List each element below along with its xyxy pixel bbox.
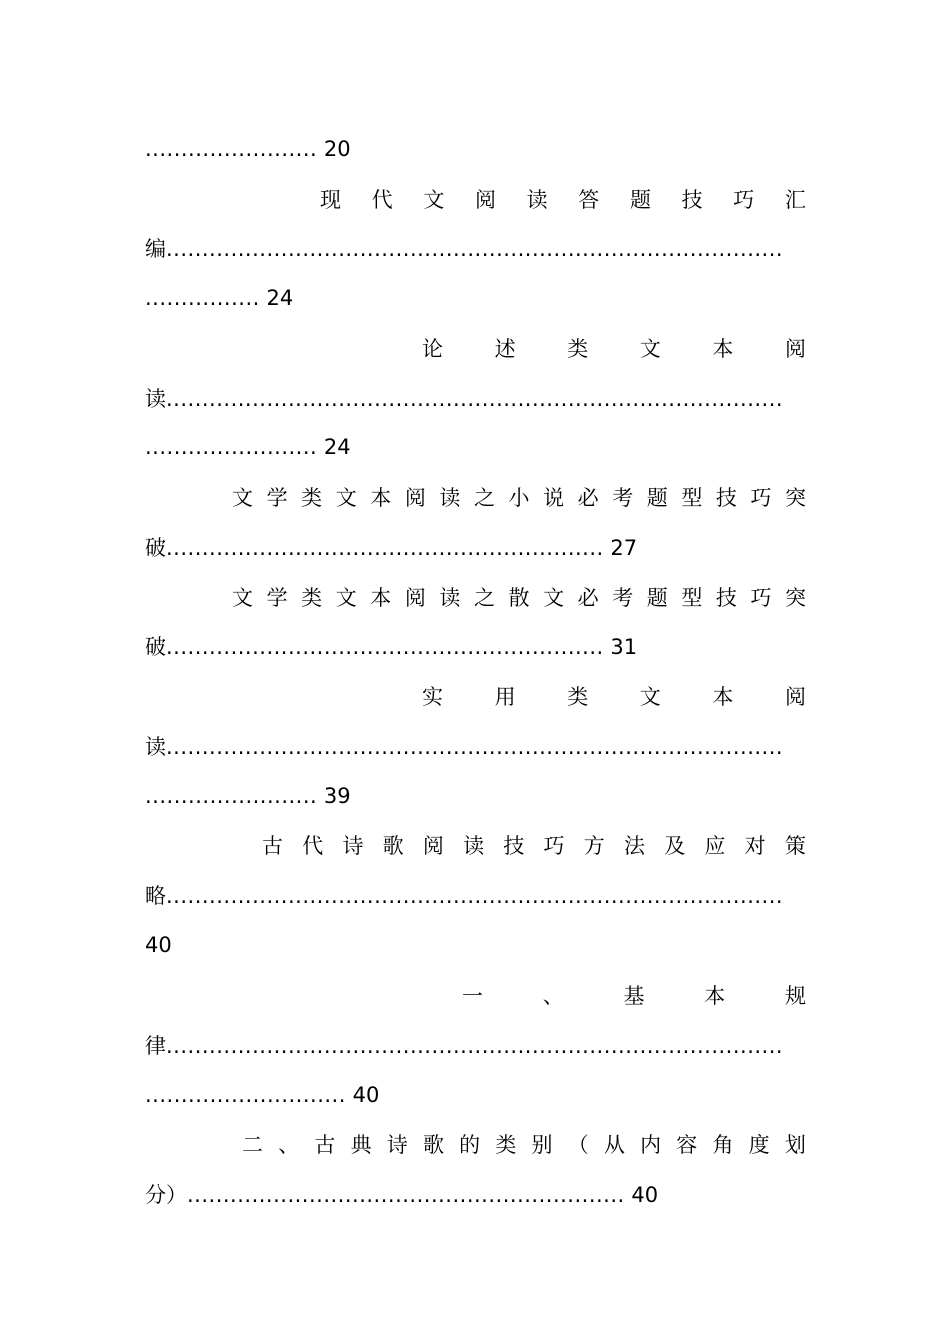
title-char: 应 bbox=[704, 834, 726, 858]
title-char: 类 bbox=[301, 486, 323, 510]
title-char: 本 bbox=[712, 337, 734, 361]
title-char: 本 bbox=[704, 984, 726, 1008]
toc-entry-title[interactable] bbox=[262, 826, 806, 866]
title-char: 本 bbox=[370, 486, 392, 510]
title-char: 阅 bbox=[474, 188, 496, 212]
title-char: 阅 bbox=[422, 834, 444, 858]
title-char: 阅 bbox=[784, 685, 806, 709]
dot-leader: ............................................................. bbox=[166, 635, 604, 659]
title-char: 突 bbox=[785, 586, 806, 610]
page-number: 40 bbox=[145, 933, 172, 957]
toc-entry-leader[interactable] bbox=[145, 229, 806, 269]
dot-leader: ...................................................................................... bbox=[166, 735, 784, 759]
title-char: 题 bbox=[629, 188, 651, 212]
title-tail: 读 bbox=[145, 735, 166, 759]
page-number: 40 bbox=[631, 1183, 659, 1207]
title-char: 划 bbox=[784, 1133, 806, 1157]
page-number: 40 bbox=[352, 1083, 380, 1107]
title-char: 阅 bbox=[404, 586, 426, 610]
page-number: 27 bbox=[610, 536, 638, 560]
toc-entry-page-line[interactable] bbox=[145, 925, 806, 965]
title-char: 文 bbox=[335, 486, 357, 510]
dot-leader: ...................................................................................... bbox=[166, 1034, 784, 1058]
title-char: 考 bbox=[612, 486, 634, 510]
toc-entry-continuation[interactable] bbox=[145, 129, 806, 169]
title-char: 策 bbox=[784, 834, 806, 858]
title-char: 角 bbox=[712, 1133, 734, 1157]
title-char: 用 bbox=[494, 685, 516, 709]
title-char: 现 bbox=[320, 188, 341, 212]
title-char: 、 bbox=[278, 1133, 300, 1157]
toc-entry-page-line[interactable] bbox=[145, 776, 806, 816]
title-char: 突 bbox=[785, 486, 806, 510]
toc-entry-leader[interactable] bbox=[145, 627, 806, 667]
dot-leader: ........................ bbox=[145, 435, 318, 459]
title-char: 文 bbox=[232, 586, 253, 610]
title-char: 歌 bbox=[382, 834, 404, 858]
title-char: 型 bbox=[681, 486, 703, 510]
title-char: 容 bbox=[676, 1133, 698, 1157]
title-char: 文 bbox=[639, 685, 661, 709]
title-char: 技 bbox=[681, 188, 703, 212]
title-char: 内 bbox=[640, 1133, 662, 1157]
title-char: 技 bbox=[503, 834, 525, 858]
title-char: 学 bbox=[266, 586, 288, 610]
title-char: 古 bbox=[262, 834, 283, 858]
title-char: 二 bbox=[242, 1133, 263, 1157]
title-char: 必 bbox=[577, 486, 599, 510]
title-char: 代 bbox=[302, 834, 324, 858]
toc-entry-title[interactable] bbox=[242, 1125, 806, 1165]
title-char: 歌 bbox=[422, 1133, 444, 1157]
title-char: 度 bbox=[748, 1133, 770, 1157]
dot-leader: ........................ bbox=[145, 784, 318, 808]
title-tail: 编 bbox=[145, 237, 166, 261]
toc-entry-leader[interactable] bbox=[145, 727, 806, 767]
dot-leader: ............................................................. bbox=[166, 536, 604, 560]
title-char: 巧 bbox=[733, 188, 755, 212]
title-char: 学 bbox=[266, 486, 288, 510]
title-char: 实 bbox=[422, 685, 443, 709]
title-char: 的 bbox=[459, 1133, 481, 1157]
title-char: 类 bbox=[567, 337, 589, 361]
title-char: 典 bbox=[350, 1133, 372, 1157]
title-tail: 破 bbox=[145, 536, 166, 560]
title-char: 散 bbox=[508, 586, 530, 610]
page-number: 31 bbox=[610, 635, 638, 659]
toc-entry-page-line[interactable] bbox=[145, 427, 806, 467]
title-char: 文 bbox=[335, 586, 357, 610]
title-tail: 破 bbox=[145, 635, 166, 659]
title-char: 诗 bbox=[342, 834, 364, 858]
toc-entry-title[interactable] bbox=[320, 180, 806, 220]
title-char: 规 bbox=[785, 984, 806, 1008]
title-char: 阅 bbox=[404, 486, 426, 510]
title-char: 技 bbox=[715, 486, 737, 510]
page-number: 24 bbox=[266, 286, 294, 310]
title-char: 从 bbox=[603, 1133, 625, 1157]
title-char: 技 bbox=[715, 586, 737, 610]
title-char: 答 bbox=[578, 188, 600, 212]
title-char: （ bbox=[567, 1133, 589, 1157]
dot-leader: ........................ bbox=[145, 137, 318, 161]
dot-leader: ...................................................................................... bbox=[166, 884, 784, 908]
title-char: 巧 bbox=[750, 586, 772, 610]
title-char: 读 bbox=[439, 486, 461, 510]
title-char: 文 bbox=[232, 486, 253, 510]
toc-entry-title[interactable] bbox=[422, 329, 806, 369]
title-char: 读 bbox=[463, 834, 485, 858]
title-char: 本 bbox=[370, 586, 392, 610]
title-char: 读 bbox=[526, 188, 548, 212]
title-char: 考 bbox=[612, 586, 634, 610]
title-char: 、 bbox=[542, 984, 564, 1008]
title-tail: 略 bbox=[145, 884, 166, 908]
toc-entry-leader[interactable] bbox=[145, 528, 806, 568]
title-char: 代 bbox=[371, 188, 393, 212]
title-char: 题 bbox=[646, 486, 668, 510]
title-char: 文 bbox=[423, 188, 445, 212]
title-char: 一 bbox=[462, 984, 483, 1008]
title-char: 别 bbox=[531, 1133, 553, 1157]
title-char: 巧 bbox=[543, 834, 565, 858]
title-char: 方 bbox=[583, 834, 605, 858]
title-char: 巧 bbox=[750, 486, 772, 510]
title-char: 基 bbox=[623, 984, 645, 1008]
title-char: 型 bbox=[681, 586, 703, 610]
title-char: 文 bbox=[639, 337, 661, 361]
toc-entry-leader[interactable] bbox=[145, 876, 806, 916]
dot-leader: ............................ bbox=[145, 1083, 346, 1107]
dot-leader: ...................................................................................... bbox=[166, 387, 784, 411]
toc-entry-title[interactable] bbox=[232, 578, 806, 618]
title-tail: 读 bbox=[145, 387, 166, 411]
page-number: 24 bbox=[323, 435, 351, 459]
title-char: 述 bbox=[494, 337, 516, 361]
title-char: 汇 bbox=[784, 188, 806, 212]
title-char: 古 bbox=[314, 1133, 336, 1157]
title-char: 本 bbox=[712, 685, 734, 709]
title-char: 类 bbox=[495, 1133, 517, 1157]
title-char: 类 bbox=[567, 685, 589, 709]
title-char: 对 bbox=[744, 834, 766, 858]
toc-entry-title[interactable] bbox=[462, 976, 806, 1016]
toc-entry-title[interactable] bbox=[422, 677, 806, 717]
toc-entry-page-line[interactable] bbox=[145, 1075, 806, 1115]
page-number: 20 bbox=[323, 137, 351, 161]
title-char: 论 bbox=[422, 337, 443, 361]
dot-leader: ...................................................................................... bbox=[166, 237, 784, 261]
title-char: 法 bbox=[623, 834, 645, 858]
title-char: 类 bbox=[301, 586, 323, 610]
toc-entry-title[interactable] bbox=[232, 478, 806, 518]
title-char: 之 bbox=[473, 586, 495, 610]
title-char: 之 bbox=[473, 486, 495, 510]
toc-entry-leader[interactable] bbox=[145, 379, 806, 419]
toc-entry-leader[interactable] bbox=[145, 1175, 806, 1215]
title-char: 阅 bbox=[784, 337, 806, 361]
title-tail: 分） bbox=[145, 1183, 187, 1207]
title-char: 必 bbox=[577, 586, 599, 610]
title-tail: 律 bbox=[145, 1034, 166, 1058]
toc-entry-leader[interactable] bbox=[145, 1026, 806, 1066]
title-char: 题 bbox=[646, 586, 668, 610]
title-char: 诗 bbox=[386, 1133, 408, 1157]
dot-leader: ............................................................. bbox=[187, 1183, 625, 1207]
title-char: 文 bbox=[543, 586, 565, 610]
title-char: 读 bbox=[439, 586, 461, 610]
page-number: 39 bbox=[323, 784, 351, 808]
dot-leader: ................ bbox=[145, 286, 260, 310]
title-char: 说 bbox=[543, 486, 565, 510]
title-char: 及 bbox=[664, 834, 686, 858]
title-char: 小 bbox=[508, 486, 530, 510]
toc-entry-page-line[interactable] bbox=[145, 278, 806, 318]
